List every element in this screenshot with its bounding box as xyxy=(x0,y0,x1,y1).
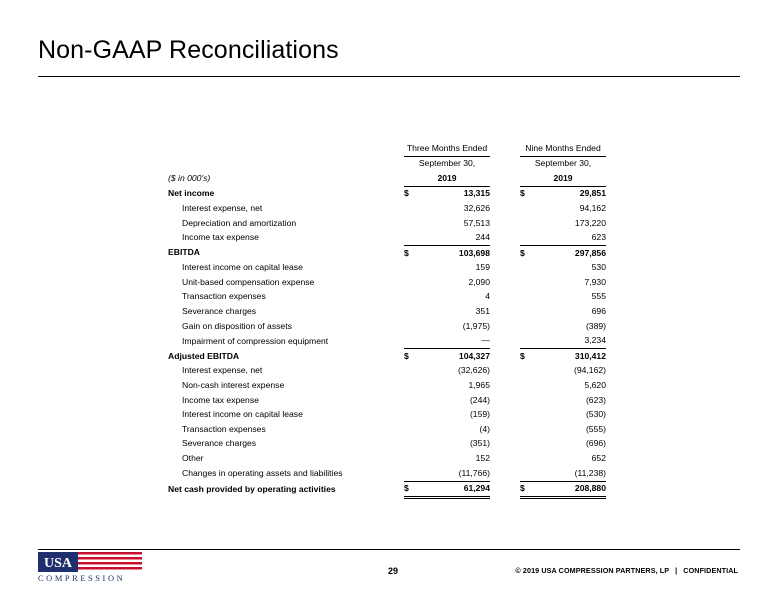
col1-value: 1,965 xyxy=(468,380,490,391)
row-label: Unit-based compensation expense xyxy=(182,276,315,287)
col1-currency-symbol xyxy=(404,451,414,466)
col2-value: (11,238) xyxy=(530,466,606,481)
col2-currency-symbol xyxy=(520,305,530,320)
column-gap xyxy=(490,186,520,201)
col2-currency-symbol xyxy=(520,261,530,276)
col1-value: 152 xyxy=(475,453,490,464)
table-row xyxy=(168,246,606,261)
col2-period-header: Nine Months Ended xyxy=(520,141,606,156)
row-label: Gain on disposition of assets xyxy=(182,320,292,331)
usa-compression-logo xyxy=(38,552,142,582)
column-gap xyxy=(490,261,520,276)
col2-value: (696) xyxy=(585,438,606,449)
col2-currency-symbol xyxy=(520,290,530,305)
col1-value: 4 xyxy=(485,291,490,302)
table-row xyxy=(168,481,606,498)
row-label: Interest income on capital lease xyxy=(182,409,303,420)
col1-currency-symbol xyxy=(404,408,414,423)
col2-currency-symbol xyxy=(520,437,530,452)
footer-separator: | xyxy=(675,566,678,575)
table-row xyxy=(168,261,606,276)
column-gap xyxy=(490,408,520,423)
table-row xyxy=(168,290,606,305)
confidential-label: CONFIDENTIAL xyxy=(683,566,738,575)
col2-currency-symbol xyxy=(520,216,530,231)
col1-value: — xyxy=(414,334,490,349)
col1-value: (244) xyxy=(469,394,490,405)
col2-currency-symbol xyxy=(520,379,530,394)
title-divider xyxy=(38,76,740,77)
col2-currency-symbol xyxy=(520,422,530,437)
col2-value: 7,930 xyxy=(584,276,606,287)
logo-usa-text: USA xyxy=(43,556,73,571)
page-title: Non-GAAP Reconciliations xyxy=(38,36,339,64)
col2-currency-symbol: $ xyxy=(520,188,525,199)
col1-currency-symbol xyxy=(404,437,414,452)
copyright-text: © 2019 USA COMPRESSION PARTNERS, LP xyxy=(515,566,670,575)
col1-currency-symbol xyxy=(404,201,414,216)
table-row xyxy=(168,364,606,379)
col2-currency-symbol xyxy=(520,201,530,216)
row-label: Income tax expense xyxy=(182,394,259,405)
col2-value: 3,234 xyxy=(530,334,606,349)
col1-value: (159) xyxy=(469,409,490,420)
col2-value: 530 xyxy=(591,262,606,273)
col2-currency-symbol xyxy=(520,319,530,334)
col2-value: 696 xyxy=(591,306,606,317)
table-row xyxy=(168,319,606,334)
logo-compression-text: COMPRESSION xyxy=(38,574,126,582)
col2-currency-symbol: $ xyxy=(520,481,530,498)
col1-value: (32,626) xyxy=(457,365,490,376)
column-gap xyxy=(490,275,520,290)
column-gap xyxy=(490,481,520,498)
row-label: EBITDA xyxy=(168,247,200,258)
col1-currency-symbol xyxy=(404,334,414,349)
column-gap xyxy=(490,216,520,231)
col2-currency-symbol xyxy=(520,466,530,481)
reconciliation-table xyxy=(168,141,606,499)
col2-currency-symbol xyxy=(520,275,530,290)
row-label: Impairment of compression equipment xyxy=(182,335,329,346)
page-number: 29 xyxy=(388,566,399,576)
col2-currency-symbol xyxy=(520,334,530,349)
col1-value: 13,315 xyxy=(463,188,490,199)
col2-value: 297,856 xyxy=(574,247,606,258)
col1-value: 61,294 xyxy=(414,481,490,498)
flag-stripes xyxy=(78,552,142,572)
row-label: Income tax expense xyxy=(182,232,259,243)
col1-currency-symbol xyxy=(404,231,414,246)
column-gap xyxy=(490,437,520,452)
units-label: ($ in 000's) xyxy=(168,172,211,183)
col1-currency-symbol xyxy=(404,319,414,334)
table-row xyxy=(168,201,606,216)
row-label: Depreciation and amortization xyxy=(182,217,297,228)
col1-currency-symbol: $ xyxy=(404,481,414,498)
col2-value: (94,162) xyxy=(573,365,606,376)
row-label: Net cash provided by operating activities xyxy=(168,483,336,494)
row-label: Interest income on capital lease xyxy=(182,262,303,273)
table-body xyxy=(168,186,606,497)
column-gap xyxy=(490,305,520,320)
col2-currency-symbol xyxy=(520,393,530,408)
row-label: Transaction expenses xyxy=(182,423,266,434)
table-row xyxy=(168,275,606,290)
col1-currency-symbol xyxy=(404,261,414,276)
table-row xyxy=(168,451,606,466)
table-row xyxy=(168,349,606,364)
col1-currency-symbol xyxy=(404,290,414,305)
footer-copyright xyxy=(515,566,738,575)
col1-currency-symbol xyxy=(404,466,414,481)
column-gap xyxy=(490,451,520,466)
col2-value: 29,851 xyxy=(579,188,606,199)
header-row-year xyxy=(168,171,606,186)
column-gap xyxy=(490,379,520,394)
col1-currency-symbol xyxy=(404,275,414,290)
col2-value: (530) xyxy=(585,409,606,420)
col2-currency-symbol xyxy=(520,408,530,423)
row-label: Severance charges xyxy=(182,306,257,317)
col1-date-header: September 30, xyxy=(418,158,476,169)
col1-currency-symbol xyxy=(404,216,414,231)
column-gap xyxy=(490,201,520,216)
col1-currency-symbol: $ xyxy=(404,247,409,258)
column-gap xyxy=(490,393,520,408)
col1-currency-symbol xyxy=(404,422,414,437)
col1-currency-symbol: $ xyxy=(404,188,409,199)
col2-currency-symbol: $ xyxy=(520,247,525,258)
col1-value: (1,975) xyxy=(462,320,490,331)
col2-value: (555) xyxy=(585,423,606,434)
col1-value: 244 xyxy=(414,231,490,246)
row-label: Interest expense, net xyxy=(182,202,263,213)
column-gap xyxy=(490,334,520,349)
row-label: Changes in operating assets and liabilities xyxy=(182,467,343,478)
col2-value: 555 xyxy=(591,291,606,302)
row-label: Interest expense, net xyxy=(182,365,263,376)
table-row xyxy=(168,466,606,481)
col1-value: (11,766) xyxy=(414,466,490,481)
table-row xyxy=(168,305,606,320)
col2-value: 94,162 xyxy=(579,202,606,213)
col1-value: 104,327 xyxy=(458,350,490,361)
table-row xyxy=(168,186,606,201)
col2-currency-symbol xyxy=(520,231,530,246)
col2-year-header: 2019 xyxy=(520,171,606,186)
column-gap xyxy=(490,364,520,379)
col2-currency-symbol: $ xyxy=(520,350,525,361)
row-label: Other xyxy=(182,453,204,464)
row-label: Non-cash interest expense xyxy=(182,380,285,391)
table-row xyxy=(168,422,606,437)
col1-currency-symbol xyxy=(404,393,414,408)
col1-currency-symbol xyxy=(404,305,414,320)
col1-value: 2,090 xyxy=(468,276,490,287)
row-label: Transaction expenses xyxy=(182,291,266,302)
table-row xyxy=(168,437,606,452)
column-gap xyxy=(490,290,520,305)
table-row xyxy=(168,393,606,408)
col1-value: (351) xyxy=(469,438,490,449)
col1-year-header: 2019 xyxy=(404,171,490,186)
col2-value: 310,412 xyxy=(574,350,606,361)
col2-value: (623) xyxy=(585,394,606,405)
col2-date-header: September 30, xyxy=(534,158,592,169)
col2-value: 5,620 xyxy=(584,380,606,391)
col1-value: (4) xyxy=(479,423,490,434)
table-row xyxy=(168,379,606,394)
row-label: Net income xyxy=(168,188,215,199)
column-gap xyxy=(490,349,520,364)
footer-divider xyxy=(38,549,740,550)
row-label: Severance charges xyxy=(182,438,257,449)
header-row-date xyxy=(168,156,606,171)
col2-currency-symbol xyxy=(520,364,530,379)
col2-value: 652 xyxy=(591,453,606,464)
col1-value: 103,698 xyxy=(458,247,490,258)
col1-currency-symbol xyxy=(404,379,414,394)
column-gap xyxy=(490,422,520,437)
col1-value: 32,626 xyxy=(463,202,490,213)
column-gap xyxy=(490,231,520,246)
column-gap xyxy=(490,466,520,481)
col1-currency-symbol xyxy=(404,364,414,379)
table-row xyxy=(168,231,606,246)
column-gap xyxy=(490,319,520,334)
col1-value: 57,513 xyxy=(463,217,490,228)
col2-value: (389) xyxy=(585,320,606,331)
table-row xyxy=(168,216,606,231)
header-row-period xyxy=(168,141,606,156)
col2-value: 208,880 xyxy=(530,481,606,498)
col1-value: 351 xyxy=(475,306,490,317)
col2-currency-symbol xyxy=(520,451,530,466)
table-row xyxy=(168,334,606,349)
col1-period-header: Three Months Ended xyxy=(404,141,490,156)
col1-currency-symbol: $ xyxy=(404,350,409,361)
col1-value: 159 xyxy=(475,262,490,273)
table-row xyxy=(168,408,606,423)
col2-value: 173,220 xyxy=(574,217,606,228)
row-label: Adjusted EBITDA xyxy=(168,350,240,361)
col2-value: 623 xyxy=(530,231,606,246)
column-gap xyxy=(490,246,520,261)
